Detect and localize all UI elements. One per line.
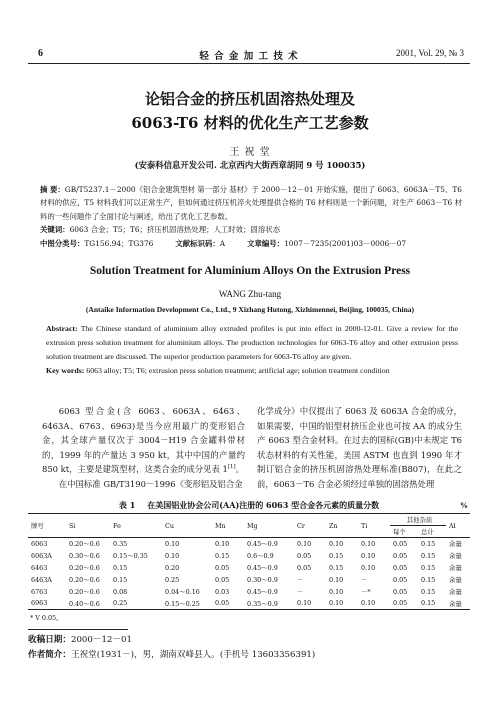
table-row bbox=[28, 586, 470, 598]
clc-label: 中图分类号： bbox=[40, 238, 85, 248]
cell-cr: 0.05 bbox=[297, 563, 312, 572]
clc-value: TG156.94；TG376 bbox=[84, 238, 154, 248]
cell-total: 0.15 bbox=[421, 587, 436, 596]
cell-cu: 0.15～0.25 bbox=[165, 599, 200, 608]
cell-ti: 0.10 bbox=[361, 563, 376, 572]
column-header-si: Si bbox=[66, 514, 110, 538]
cell-al: 余量 bbox=[449, 540, 462, 549]
table-caption bbox=[28, 500, 470, 511]
column-header-each: 每个 bbox=[390, 526, 418, 538]
keywords-label: 关键词： bbox=[40, 225, 70, 235]
cell-total: 0.15 bbox=[421, 575, 436, 584]
cell-total: 0.15 bbox=[421, 563, 436, 572]
issue-info: 2001, Vol. 29, № 3 bbox=[395, 48, 464, 58]
cell-cu: 0.04～0.16 bbox=[165, 588, 200, 596]
cell-mg: 0.45～0.9 bbox=[247, 564, 278, 572]
table-unit: % bbox=[460, 501, 468, 510]
table-body bbox=[28, 538, 470, 610]
cell-grade: 6763 bbox=[31, 587, 48, 596]
cell-mn: 0.03 bbox=[215, 587, 230, 596]
body-paragraph-1 bbox=[42, 404, 245, 477]
column-header-ti: Ti bbox=[358, 514, 390, 538]
doc-code-value: A bbox=[219, 238, 226, 248]
author-bio-text: 王祝堂(1931－)，男，湖南双峰县人。(手机号 13603356391) bbox=[70, 650, 316, 660]
english-abstract bbox=[46, 322, 458, 364]
cell-ti: － bbox=[361, 576, 368, 584]
reference-marker: [1] bbox=[227, 464, 236, 471]
title-line-1: 论铝合金的挤压机固溶热处理及 bbox=[144, 90, 355, 108]
classification-line bbox=[40, 237, 462, 250]
column-header-zn: Zn bbox=[326, 514, 358, 538]
body-column-right bbox=[257, 404, 462, 492]
cell-grade: 6963 bbox=[31, 599, 48, 608]
cell-zn: 0.10 bbox=[329, 587, 344, 596]
column-header-al: Al bbox=[446, 514, 470, 538]
column-header-cr: Cr bbox=[294, 514, 326, 538]
received-value: 2000－12－01 bbox=[70, 635, 132, 645]
cell-each: 0.05 bbox=[393, 587, 408, 596]
english-keywords-label: Key words: bbox=[46, 366, 85, 375]
cell-mn: 0.15 bbox=[215, 551, 230, 560]
received-date bbox=[28, 633, 132, 645]
cell-cu: 0.10 bbox=[165, 551, 180, 560]
cell-cr: － bbox=[297, 588, 304, 596]
english-keywords-text: 6063 alloy; T5; T6; extrusion press solution treatment; artificial age; solution treatment condition bbox=[86, 366, 390, 375]
english-title: Solution Treatment for Aluminium Alloys On the Extrusion Press bbox=[89, 265, 411, 277]
cell-al: 余量 bbox=[449, 599, 462, 608]
received-label: 收稿日期： bbox=[28, 635, 71, 645]
cell-fe: 0.08 bbox=[113, 587, 128, 596]
column-header-other-impurities: 其他杂质 bbox=[390, 514, 446, 526]
cell-zn: 0.15 bbox=[329, 563, 344, 572]
english-author: WANG Zhu-tang bbox=[218, 289, 282, 299]
cell-si: 0.40～0.6 bbox=[69, 599, 100, 608]
cell-cu: 0.20 bbox=[165, 563, 180, 572]
cell-si: 0.20～0.6 bbox=[69, 564, 100, 572]
chinese-keywords bbox=[40, 223, 462, 236]
cell-grade: 6063 bbox=[31, 539, 48, 548]
english-abstract-label: Abstract: bbox=[46, 324, 78, 333]
cell-grade: 6463A bbox=[31, 575, 52, 584]
cell-cr: 0.10 bbox=[297, 539, 312, 548]
column-header-grade: 牌号 bbox=[28, 514, 66, 538]
cell-ti: －* bbox=[361, 588, 371, 596]
english-keywords bbox=[46, 364, 458, 378]
cell-al: 余量 bbox=[449, 588, 462, 596]
cell-al: 余量 bbox=[449, 564, 462, 572]
cell-each: 0.05 bbox=[393, 539, 408, 548]
cell-ti: 0.10 bbox=[361, 539, 376, 548]
cell-al: 余量 bbox=[449, 552, 462, 560]
abstract-text: GB/T5237.1－2000《铝合金建筑型材 第一部分 基材》于 2000－12－01 开始实施，提出了 6063、6063A－T5、T6 材料的供应，T5 材料我们可以正常生产，但如何通过挤压机淬火处理提供合格的 T6 材料则是一个新问题，对生产 6063－T6 材料的一些问题作了全面讨论与阐述，给出了优化工艺参数。 bbox=[40, 185, 463, 221]
cell-mn: 0.05 bbox=[215, 575, 230, 584]
article-no-value: 1007－7235(2001)03－0006－07 bbox=[284, 238, 407, 248]
cell-mg: 0.35～0.9 bbox=[247, 599, 278, 608]
article-no-label: 文章编号： bbox=[247, 238, 285, 248]
cell-cu: 0.25 bbox=[165, 575, 180, 584]
cell-mn: 0.05 bbox=[215, 599, 230, 608]
cell-al: 余量 bbox=[449, 576, 462, 584]
cell-total: 0.15 bbox=[421, 539, 436, 548]
cell-each: 0.05 bbox=[393, 551, 408, 560]
table-footnote: * V 0.05。 bbox=[30, 614, 63, 622]
cell-mn: 0.10 bbox=[215, 539, 230, 548]
journal-name: 轻 合 金 加 工 技 术 bbox=[199, 51, 299, 62]
english-affiliation: (Antaike Information Development Co., Ltd., 9 Xizhang Hutong, Xizhimennei, Beijing, 100035, China) bbox=[85, 305, 415, 314]
cell-mg: 0.45～0.9 bbox=[247, 540, 278, 549]
cell-si: 0.20～0.6 bbox=[69, 540, 100, 549]
table-title: 在美国铝业协会公司(AA)注册的 6063 型合金各元素的质量分数 bbox=[147, 500, 380, 510]
cell-mg: 0.6～0.9 bbox=[247, 552, 274, 560]
cell-ti: 0.10 bbox=[361, 551, 376, 560]
cell-total: 0.15 bbox=[421, 551, 436, 560]
cell-zn: 0.15 bbox=[329, 551, 344, 560]
table-row bbox=[28, 562, 470, 574]
keywords-text: 6063 合金；T5；T6；挤压机固溶热处理；人工时效；固溶状态 bbox=[69, 225, 280, 235]
author-bio bbox=[28, 648, 315, 660]
cell-fe: 0.35 bbox=[113, 539, 128, 548]
cell-fe: 0.15～0.35 bbox=[113, 552, 148, 560]
cell-cu: 0.10 bbox=[165, 539, 180, 548]
cell-fe: 0.25 bbox=[113, 599, 128, 608]
column-header-mn: Mn bbox=[212, 514, 244, 538]
cell-zn: 0.10 bbox=[329, 599, 344, 608]
cell-ti: 0.10 bbox=[361, 599, 376, 608]
cell-each: 0.05 bbox=[393, 599, 408, 608]
cell-fe: 0.15 bbox=[113, 575, 128, 584]
column-header-fe: Fe bbox=[110, 514, 162, 538]
page-number: 6 bbox=[38, 48, 43, 59]
body-paragraph-1-end: 。 bbox=[235, 464, 244, 475]
body-paragraph-1-text: 6063 型合金(含 6063、6063A、6463、6463A、6763、6963)是当今应用最广的变形铝合金，其全球产量仅次于 3004－H19 合金罐料带材的，1999 年的产量达 3 950 kt，其中中国的产量约 850 kt，主要是建筑型材，这类合金的成分见表 1 bbox=[42, 406, 245, 475]
cell-si: 0.20～0.6 bbox=[69, 588, 100, 596]
cell-cr: 0.05 bbox=[297, 551, 312, 560]
cell-mg: 0.30～0.9 bbox=[247, 576, 278, 584]
title-line-2: 6063-T6 材料的优化生产工艺参数 bbox=[131, 114, 369, 132]
running-header bbox=[28, 46, 470, 64]
author-bio-label: 作者简介： bbox=[28, 650, 71, 660]
cell-zn: 0.10 bbox=[329, 575, 344, 584]
abstract-label: 摘 要： bbox=[40, 185, 65, 194]
cell-fe: 0.15 bbox=[113, 563, 128, 572]
table-row bbox=[28, 598, 470, 610]
cell-cr: － bbox=[297, 576, 304, 584]
cell-cr: 0.10 bbox=[297, 599, 312, 608]
doc-code-label: 文献标识码： bbox=[175, 238, 220, 248]
author-affiliation: (安泰科信息开发公司. 北京西内大街西章胡同 9 号 100035) bbox=[134, 160, 366, 170]
cell-si: 0.30～0.6 bbox=[69, 552, 100, 560]
cell-zn: 0.10 bbox=[329, 539, 344, 548]
chinese-abstract-block bbox=[40, 183, 462, 250]
footnote-divider bbox=[28, 629, 128, 630]
cell-grade: 6463 bbox=[31, 563, 48, 572]
table-row bbox=[28, 538, 470, 550]
english-abstract-block bbox=[46, 322, 458, 378]
composition-table bbox=[28, 513, 470, 610]
column-header-cu: Cu bbox=[162, 514, 212, 538]
column-header-total: 总计 bbox=[418, 526, 446, 538]
author-name: 王 祝 堂 bbox=[229, 147, 271, 158]
cell-mg: 0.45～0.9 bbox=[247, 588, 278, 596]
cell-si: 0.20～0.6 bbox=[69, 576, 100, 584]
cell-each: 0.05 bbox=[393, 575, 408, 584]
english-abstract-text: The Chinese standard of aluminium alloy extruded profiles is put into effect in 2000-12-01. Give a review for the extrusion press solution treatment for aluminium alloys. The production technologies for 6063-T6 alloy and other extrusion press solution treatment are discussed. The superior production parameters for 6063-T6 alloy are given. bbox=[46, 324, 459, 361]
table-number: 表 1 bbox=[118, 500, 136, 510]
body-paragraph-2-continued: 化学成分》中仅提出了 6063 及 6063A 合金的成分，如果需要，中国的铝型材挤压企业也可按 AA 的成分生产 6063 型合金材料。在过去的国标(GB)中未规定 T6 状态材料的有关性能，美国 ASTM 也直到 1990 年才制订铝合金的挤压机固溶热处理标准(B807)，在此之前，6063－T6 合金必须经过单独的固溶热处理 bbox=[257, 406, 462, 489]
cell-each: 0.05 bbox=[393, 563, 408, 572]
table-row bbox=[28, 550, 470, 562]
body-paragraph-2: 在中国标准 GB/T3190－1996《变形铝及铝合金 bbox=[58, 478, 243, 489]
cell-grade: 6063A bbox=[31, 551, 52, 560]
table-row bbox=[28, 574, 470, 586]
cell-mn: 0.05 bbox=[215, 563, 230, 572]
column-header-mg: Mg bbox=[244, 514, 294, 538]
cell-total: 0.15 bbox=[421, 599, 436, 608]
chinese-abstract bbox=[40, 183, 462, 223]
body-column-left bbox=[42, 404, 245, 492]
